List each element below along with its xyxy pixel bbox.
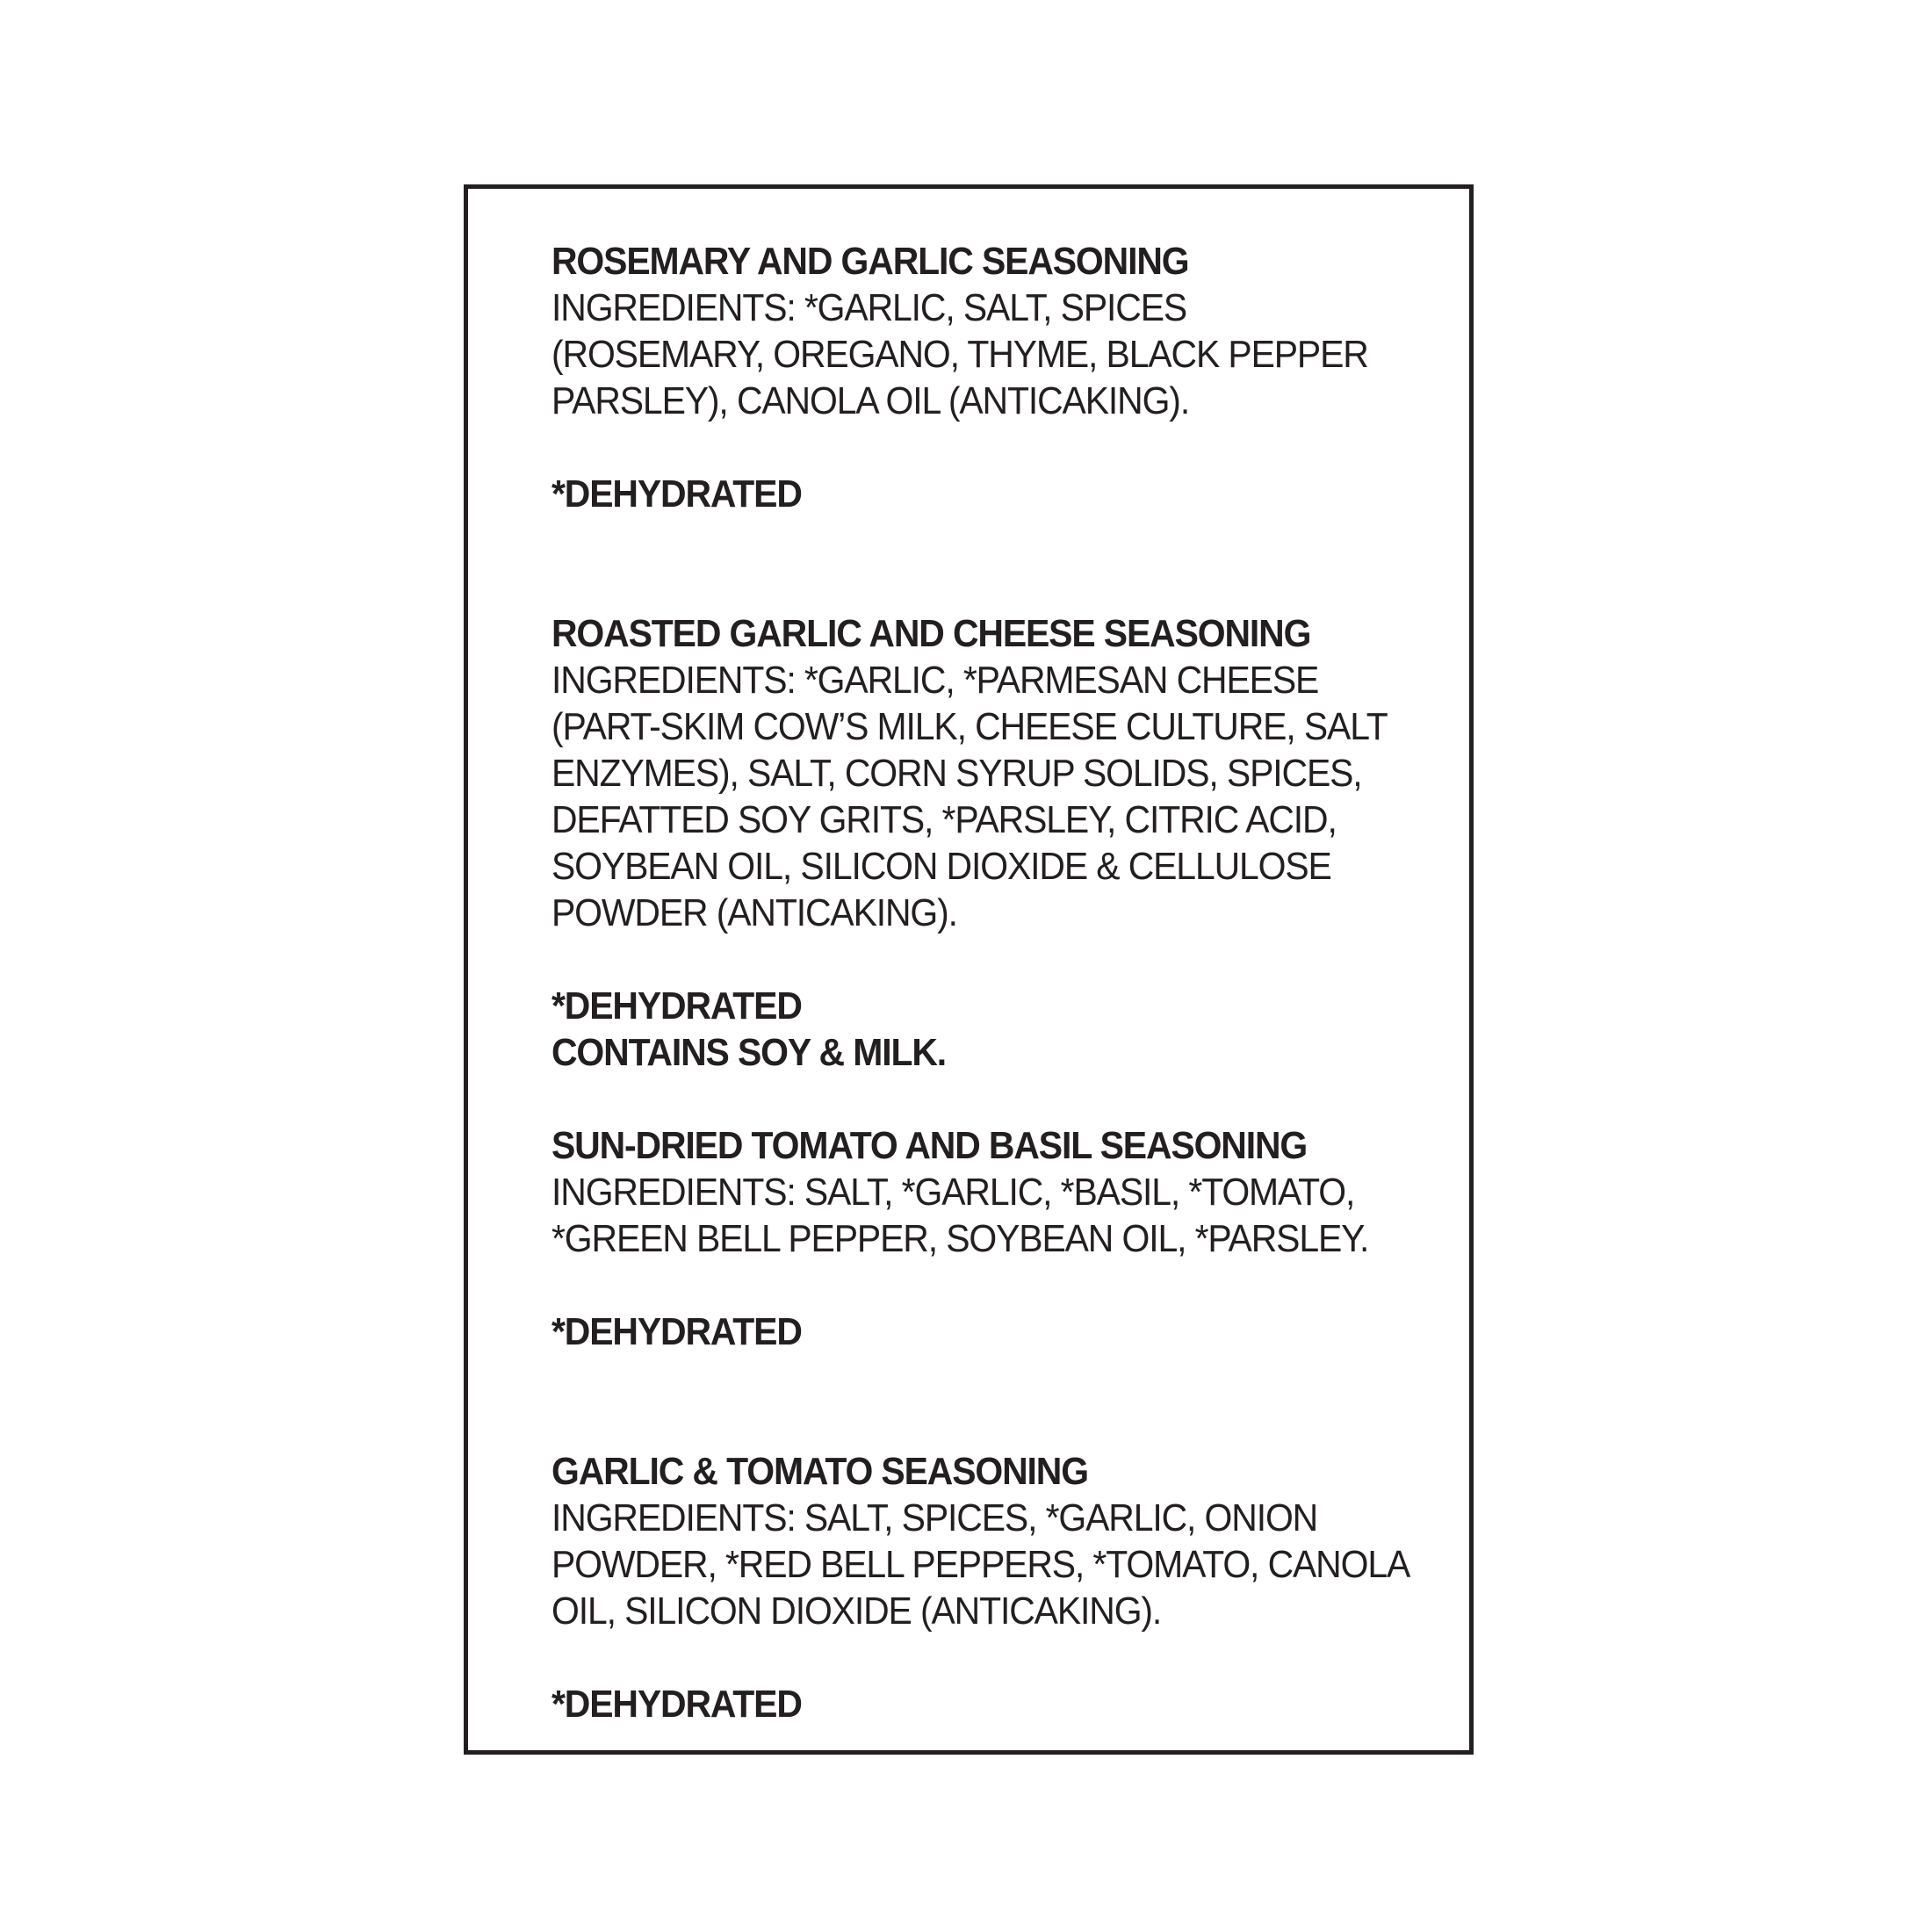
ingredients-line: POWDER (ANTICAKING). [551,891,957,934]
section-title: SUN-DRIED TOMATO AND BASIL SEASONING [551,1124,1308,1167]
ingredients-line: (PART-SKIM COW’S MILK, CHEESE CULTURE, SALT [551,705,1388,748]
ingredients-label-panel [464,184,1474,1755]
ingredients-line: INGREDIENTS: *GARLIC, *PARMESAN CHEESE [551,659,1319,702]
seasoning-section-sun-dried-tomato-basil [551,1122,1438,1355]
label-content [551,238,1438,1727]
dehydrated-note: *DEHYDRATED [551,1683,802,1726]
ingredients-line: INGREDIENTS: *GARLIC, SALT, SPICES [551,286,1187,329]
ingredients-line: POWDER, *RED BELL PEPPERS, *TOMATO, CANOLA [551,1543,1410,1586]
ingredients-line: INGREDIENTS: SALT, SPICES, *GARLIC, ONION [551,1496,1318,1539]
ingredients-line: ENZYMES), SALT, CORN SYRUP SOLIDS, SPICES, [551,752,1362,795]
seasoning-section-roasted-garlic-cheese [551,610,1438,1076]
dehydrated-note: *DEHYDRATED [551,472,802,515]
section-title: GARLIC & TOMATO SEASONING [551,1450,1088,1493]
ingredients-line: OIL, SILICON DIOXIDE (ANTICAKING). [551,1590,1162,1633]
dehydrated-note: *DEHYDRATED [551,984,802,1027]
seasoning-section-rosemary-garlic [551,238,1438,517]
allergen-statement: CONTAINS SOY & MILK. [551,1031,947,1074]
ingredients-line: *GREEN BELL PEPPER, SOYBEAN OIL, *PARSLEY. [551,1217,1369,1260]
ingredients-line: INGREDIENTS: SALT, *GARLIC, *BASIL, *TOMATO, [551,1171,1355,1214]
dehydrated-note: *DEHYDRATED [551,1310,802,1353]
ingredients-line: SOYBEAN OIL, SILICON DIOXIDE & CELLULOSE [551,845,1331,888]
ingredients-line: (ROSEMARY, OREGANO, THYME, BLACK PEPPER [551,333,1368,376]
seasoning-section-garlic-tomato [551,1448,1438,1727]
ingredients-line: DEFATTED SOY GRITS, *PARSLEY, CITRIC ACID, [551,798,1337,841]
section-title: ROSEMARY AND GARLIC SEASONING [551,240,1189,283]
section-title: ROASTED GARLIC AND CHEESE SEASONING [551,612,1311,655]
ingredients-line: PARSLEY), CANOLA OIL (ANTICAKING). [551,379,1190,422]
